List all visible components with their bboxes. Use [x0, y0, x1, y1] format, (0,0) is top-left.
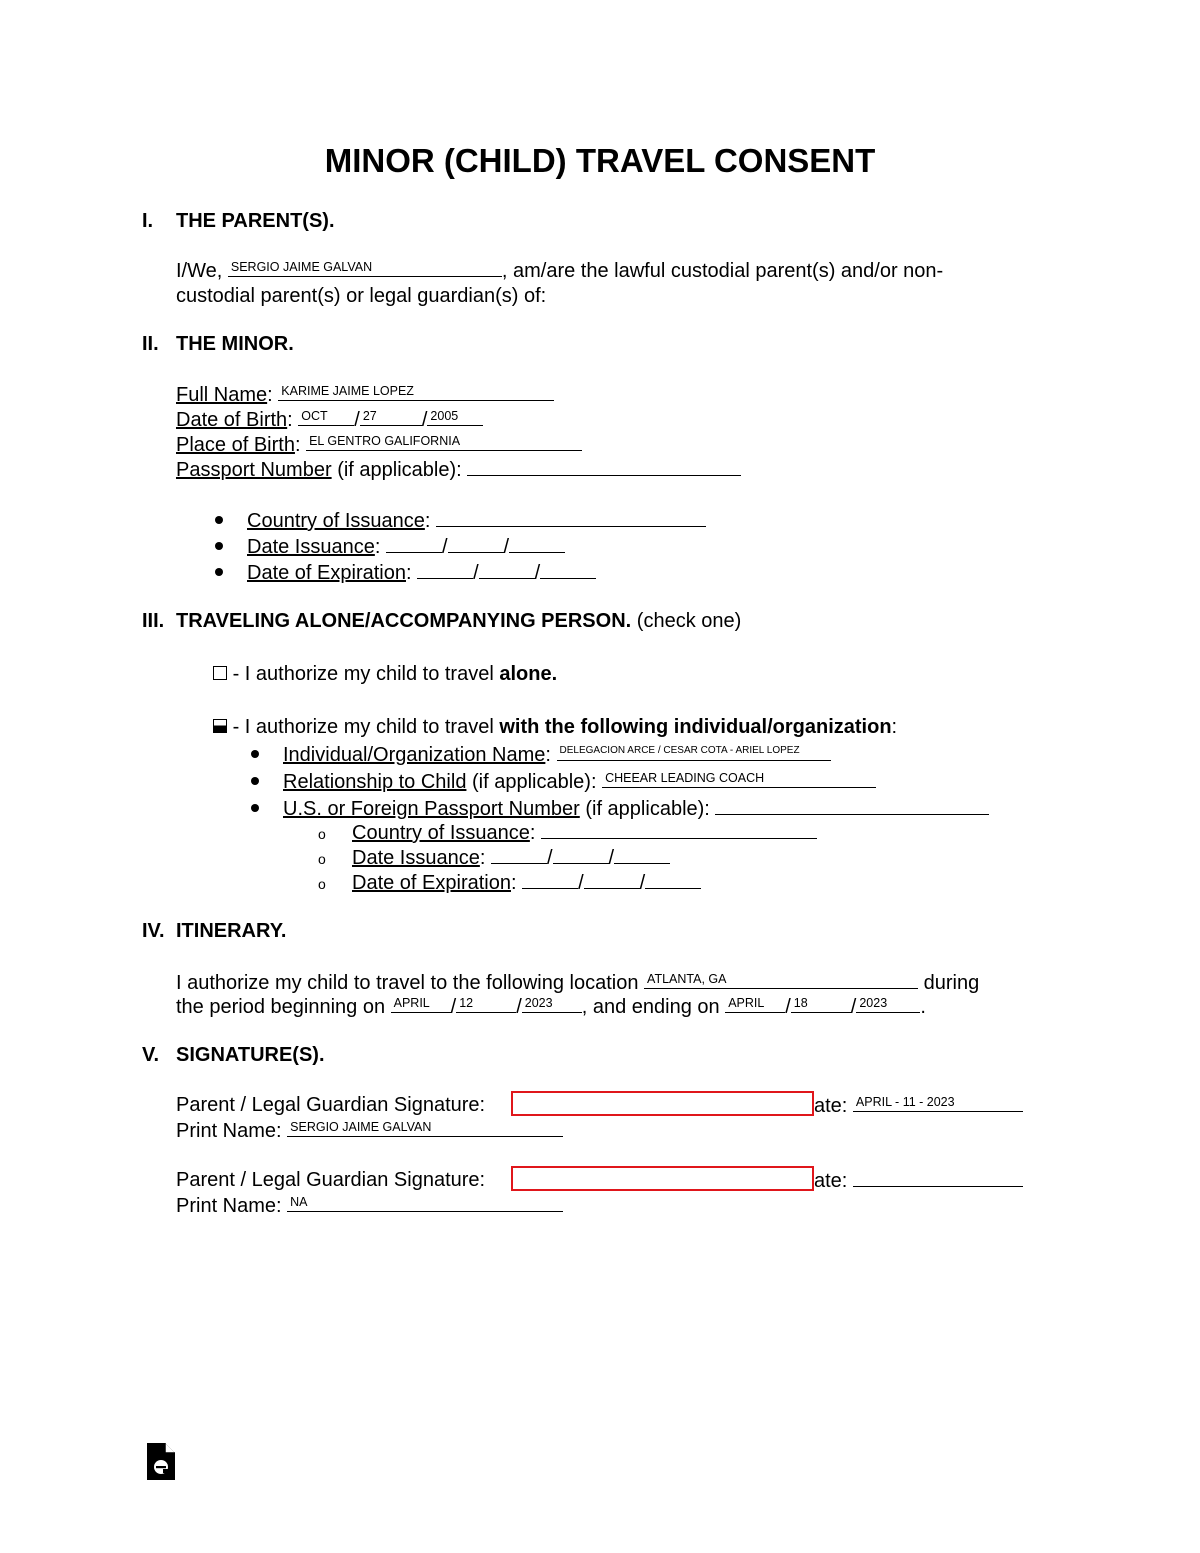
print-name-2-field[interactable] — [287, 1193, 563, 1212]
org-name-value: DELEGACION ARCE / CESAR COTA - ARIEL LOPEZ — [559, 745, 800, 756]
companion-expiration-row — [318, 870, 701, 896]
option-alone-bold: alone. — [499, 663, 558, 685]
itinerary-end-punct: . — [920, 996, 926, 1018]
section-minor-heading — [142, 333, 294, 356]
full-name-label: Full Name — [176, 384, 268, 406]
companion-issuance-row — [318, 845, 670, 871]
minor-country-row — [215, 508, 706, 533]
section-number: III. — [142, 610, 165, 632]
slash: / — [608, 847, 615, 869]
signature-2-date-field[interactable] — [853, 1168, 1023, 1187]
section-number: I. — [142, 210, 154, 232]
passport-note: (if applicable): — [337, 459, 462, 481]
colon: : — [545, 744, 551, 766]
companion-issuance-label: Date Issuance — [352, 847, 480, 869]
colon: : — [287, 409, 293, 431]
section-number: IV. — [142, 920, 165, 942]
expiration-day-field[interactable] — [479, 560, 535, 579]
print-name-2-value: NA — [290, 1195, 308, 1209]
expiration-label: Date of Expiration — [247, 562, 406, 584]
colon: : — [294, 434, 301, 456]
companion-expiration-day-field[interactable] — [584, 870, 640, 889]
bullet-icon — [215, 542, 223, 550]
end-month-value: APRIL — [728, 996, 765, 1010]
org-name-row — [251, 742, 831, 767]
pob-value: EL GENTRO GALIFORNIA — [309, 434, 461, 448]
itinerary-line-2 — [176, 994, 926, 1019]
option-alone-text: - I authorize my child to travel — [232, 663, 494, 685]
section-parents-heading — [142, 210, 335, 233]
checkbox-with-organization[interactable] — [213, 719, 227, 733]
signature-1-date-field[interactable] — [853, 1093, 1023, 1112]
slash: / — [516, 996, 522, 1018]
bullet-icon — [215, 568, 223, 576]
sub-bullet-icon: o — [318, 851, 326, 867]
slash: / — [473, 562, 479, 584]
slash: / — [546, 847, 553, 869]
minor-dob-row — [176, 407, 483, 432]
relationship-note: (if applicable): — [472, 771, 597, 793]
slash: / — [421, 409, 428, 431]
dob-month-value: OCT — [301, 409, 328, 423]
dob-year-value: 2005 — [430, 409, 459, 423]
parents-suffix: , am/are the lawful custodial parent(s) and/or non- — [501, 260, 944, 282]
slash: / — [578, 872, 584, 894]
minor-pob-row — [176, 432, 582, 457]
print-name-2-row — [176, 1193, 563, 1218]
colon: : — [529, 822, 536, 844]
colon: : — [424, 510, 431, 532]
option-with-row — [213, 715, 897, 739]
parents-prefix: I/We, — [176, 260, 223, 282]
bullet-icon — [251, 750, 259, 758]
slash: / — [785, 996, 791, 1018]
itinerary-middle: , and ending on — [581, 996, 720, 1018]
signature-1-date-value: APRIL - 11 - 2023 — [855, 1095, 955, 1109]
companion-issuance-day-field[interactable] — [553, 845, 609, 864]
section-number: V. — [142, 1044, 160, 1066]
slash: / — [639, 872, 646, 894]
start-year-value: 2023 — [524, 996, 553, 1010]
start-day-value: 12 — [459, 996, 474, 1010]
companion-passport-label: U.S. or Foreign Passport Number — [283, 798, 580, 820]
dob-day-field[interactable] — [360, 407, 422, 426]
companion-expiration-year-field[interactable] — [645, 870, 701, 889]
dob-year-field[interactable] — [427, 407, 483, 426]
sub-bullet-icon: o — [318, 826, 326, 842]
signature-1-box[interactable] — [511, 1091, 814, 1116]
section-title: THE PARENT(S). — [176, 210, 335, 232]
slash: / — [450, 996, 457, 1018]
companion-expiration-label: Date of Expiration — [352, 872, 511, 894]
option-with-bold: with the following individual/organization — [499, 716, 892, 738]
minor-passport-row — [176, 457, 741, 482]
option-with-suffix: : — [891, 716, 898, 738]
slash: / — [534, 562, 541, 584]
signature-2-box[interactable] — [511, 1166, 814, 1191]
passport-label: Passport Number — [176, 459, 332, 481]
colon: : — [405, 562, 412, 584]
companion-expiration-month-field[interactable] — [522, 870, 578, 889]
signature-2-label: Parent / Legal Guardian Signature: — [176, 1169, 486, 1191]
signature-1-label: Parent / Legal Guardian Signature: — [176, 1094, 486, 1116]
companion-passport-row — [251, 796, 989, 821]
signature-2-date-row — [814, 1168, 1023, 1193]
start-month-field[interactable] — [391, 994, 451, 1013]
option-alone-row — [213, 662, 557, 686]
slash: / — [503, 536, 510, 558]
section-title: ITINERARY. — [176, 920, 287, 942]
print-name-1-row — [176, 1118, 563, 1143]
print-name-label: Print Name: — [176, 1195, 282, 1217]
option-with-text: - I authorize my child to travel — [232, 716, 494, 738]
dob-label: Date of Birth — [176, 409, 288, 431]
section-title: TRAVELING ALONE/ACCOMPANYING PERSON. — [176, 610, 632, 632]
companion-issuance-month-field[interactable] — [491, 845, 547, 864]
parent-name-value: SERGIO JAIME GALVAN — [230, 260, 373, 274]
relationship-value: CHEEAR LEADING COACH — [605, 771, 765, 785]
section-number: II. — [142, 333, 159, 355]
colon: : — [267, 384, 273, 406]
itinerary-period-prefix: the period beginning on — [176, 996, 386, 1018]
section-title: SIGNATURE(S). — [176, 1044, 325, 1066]
parents-line-1 — [176, 258, 943, 283]
colon: : — [510, 872, 517, 894]
print-name-1-field[interactable] — [287, 1118, 563, 1137]
section-note: (check one) — [636, 610, 742, 632]
org-name-field[interactable] — [557, 742, 831, 761]
relationship-row — [251, 769, 876, 794]
itinerary-prefix: I authorize my child to travel to the following location — [176, 972, 639, 994]
relationship-label: Relationship to Child — [283, 771, 467, 793]
companion-passport-field[interactable] — [715, 796, 989, 815]
issuance-year-field[interactable] — [509, 534, 565, 553]
colon: : — [479, 847, 486, 869]
document-title: MINOR (CHILD) TRAVEL CONSENT — [324, 142, 876, 179]
eforms-logo-icon — [147, 1443, 175, 1480]
end-month-field[interactable] — [725, 994, 785, 1013]
print-name-1-value: SERGIO JAIME GALVAN — [290, 1120, 432, 1134]
bullet-icon — [251, 804, 259, 812]
passport-field[interactable] — [467, 457, 741, 476]
pob-label: Place of Birth — [176, 434, 295, 456]
start-year-field[interactable] — [522, 994, 582, 1013]
checkbox-alone[interactable] — [213, 666, 227, 680]
slash: / — [850, 996, 857, 1018]
full-name-field[interactable] — [278, 382, 554, 401]
date-label: ate: — [814, 1095, 848, 1117]
section-travel-heading — [142, 610, 741, 633]
sub-bullet-icon: o — [318, 876, 326, 892]
start-day-field[interactable] — [456, 994, 516, 1013]
pob-field[interactable] — [306, 432, 582, 451]
itinerary-suffix: during — [923, 972, 980, 994]
companion-passport-note: (if applicable): — [585, 798, 710, 820]
section-title: THE MINOR. — [176, 333, 294, 355]
date-label: ate: — [814, 1170, 848, 1192]
companion-issuance-year-field[interactable] — [614, 845, 670, 864]
expiration-year-field[interactable] — [540, 560, 596, 579]
section-itinerary-heading — [142, 920, 286, 943]
bullet-icon — [215, 516, 223, 524]
country-field[interactable] — [436, 508, 706, 527]
dob-day-value: 27 — [362, 409, 377, 423]
location-field[interactable] — [644, 970, 918, 989]
relationship-field[interactable] — [602, 769, 876, 788]
minor-expiration-row — [215, 560, 596, 585]
bullet-icon — [251, 777, 259, 785]
start-month-value: APRIL — [393, 996, 430, 1010]
signature-1-date-row — [814, 1093, 1023, 1118]
end-year-value: 2023 — [859, 996, 888, 1010]
issuance-month-field[interactable] — [386, 534, 442, 553]
parent-name-field[interactable] — [228, 258, 502, 277]
org-label: Individual/Organization Name — [283, 744, 546, 766]
issuance-day-field[interactable] — [448, 534, 504, 553]
itinerary-line-1 — [176, 970, 979, 995]
end-year-field[interactable] — [856, 994, 920, 1013]
dob-month-field[interactable] — [298, 407, 354, 426]
minor-full-name-row — [176, 382, 554, 407]
minor-issuance-row — [215, 534, 565, 559]
companion-country-row — [318, 820, 817, 846]
full-name-value: KARIME JAIME LOPEZ — [281, 384, 414, 398]
location-value: ATLANTA, GA — [647, 972, 727, 986]
companion-country-label: Country of Issuance — [352, 822, 530, 844]
end-day-value: 18 — [793, 996, 808, 1010]
print-name-label: Print Name: — [176, 1120, 282, 1142]
companion-country-field[interactable] — [541, 820, 817, 839]
expiration-month-field[interactable] — [417, 560, 473, 579]
parents-line-2: custodial parent(s) or legal guardian(s) of: — [176, 285, 547, 307]
end-day-field[interactable] — [791, 994, 851, 1013]
country-label: Country of Issuance — [247, 510, 425, 532]
issuance-label: Date Issuance — [247, 536, 375, 558]
colon: : — [374, 536, 381, 558]
slash: / — [441, 536, 448, 558]
slash: / — [354, 409, 360, 431]
section-signatures-heading — [142, 1044, 325, 1067]
